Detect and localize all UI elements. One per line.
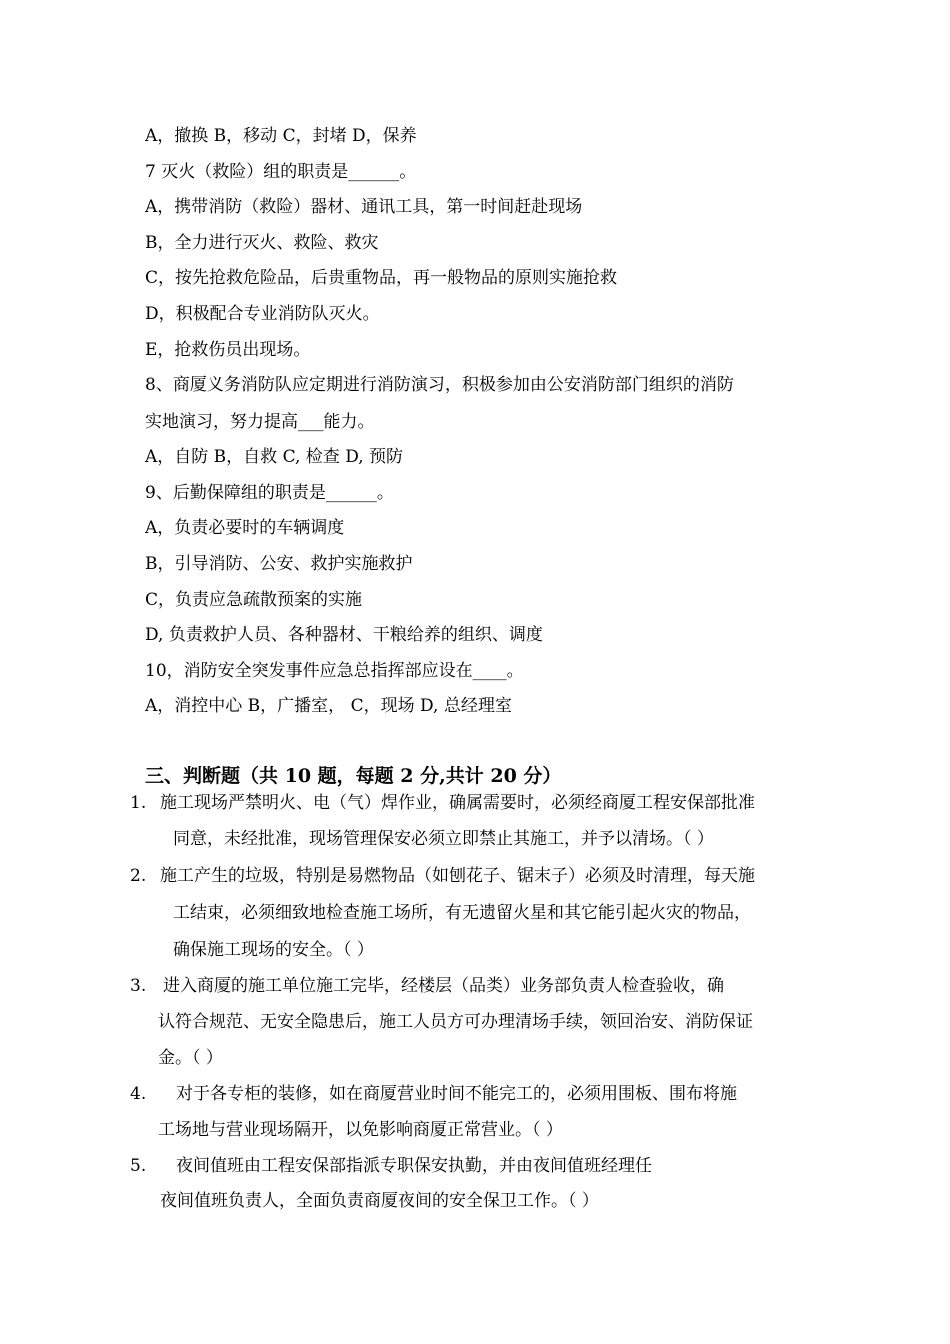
option-line: A，负责必要时的车辆调度 <box>145 518 345 538</box>
question-text: 工场地与营业现场隔开，以免影响商厦正常营业。（ ） <box>158 1120 563 1140</box>
question-number: 1. <box>130 793 147 813</box>
question-line: 实地演习，努力提高___能力。 <box>145 412 375 432</box>
option-line: A，消控中心 B，广播室， C，现场 D, 总经理室 <box>145 696 512 716</box>
question-line: 8、商厦义务消防队应定期进行消防演习，积极参加由公安消防部门组织的消防 <box>145 375 734 395</box>
question-text: 施工产生的垃圾，特别是易燃物品（如刨花子、锯末子）必须及时清理，每天施 <box>160 866 755 886</box>
question-line: 9、后勤保障组的职责是______。 <box>145 483 394 503</box>
option-line: D，积极配合专业消防队灭火。 <box>145 304 380 324</box>
option-line: B，全力进行灭火、救险、救灾 <box>145 233 379 253</box>
section-heading: 三、判断题（共 10 题，每题 2 分,共计 20 分） <box>145 765 562 787</box>
question-line: 7 灭火（救险）组的职责是______。 <box>145 162 417 182</box>
option-line: E，抢救伤员出现场。 <box>145 340 311 360</box>
option-line: D, 负责救护人员、各种器材、干粮给养的组织、调度 <box>145 625 543 645</box>
question-text: 认符合规范、无安全隐患后，施工人员方可办理清场手续，领回治安、消防保证 <box>158 1012 753 1032</box>
question-number: 5. <box>130 1156 147 1176</box>
question-number: 3. <box>130 976 147 996</box>
question-text: 确保施工现场的安全。（ ） <box>173 940 374 960</box>
question-text: 进入商厦的施工单位施工完毕，经楼层（品类）业务部负责人检查验收，确 <box>163 976 724 996</box>
option-line: C，负责应急疏散预案的实施 <box>145 590 363 610</box>
question-number: 4. <box>130 1084 147 1104</box>
option-line: A，携带消防（救险）器材、通讯工具，第一时间赶赴现场 <box>145 197 583 217</box>
question-line: 10，消防安全突发事件应急总指挥部应设在____。 <box>145 661 524 681</box>
question-text: 工结束，必须细致地检查施工场所，有无遗留火星和其它能引起火灾的物品， <box>173 903 751 923</box>
option-line: A，自防 B，自救 C, 检查 D, 预防 <box>145 447 404 467</box>
question-text: 夜间值班负责人，全面负责商厦夜间的安全保卫工作。（ ） <box>160 1191 599 1211</box>
question-text: 夜间值班由工程安保部指派专职保安执勤，并由夜间值班经理任 <box>176 1156 652 1176</box>
question-text: 同意，未经批准，现场管理保安必须立即禁止其施工，并予以清场。（ ） <box>173 829 714 849</box>
question-text: 施工现场严禁明火、电（气）焊作业，确属需要时，必须经商厦工程安保部批准 <box>160 793 755 813</box>
option-line: A，撤换 B，移动 C，封堵 D，保养 <box>145 126 417 146</box>
option-line: C，按先抢救危险品，后贵重物品，再一般物品的原则实施抢救 <box>145 268 618 288</box>
question-text: 金。（ ） <box>158 1048 223 1068</box>
option-line: B，引导消防、公安、救护实施救护 <box>145 554 413 574</box>
question-number: 2. <box>130 866 147 886</box>
question-text: 对于各专柜的装修，如在商厦营业时间不能完工的，必须用围板、围布将施 <box>176 1084 737 1104</box>
